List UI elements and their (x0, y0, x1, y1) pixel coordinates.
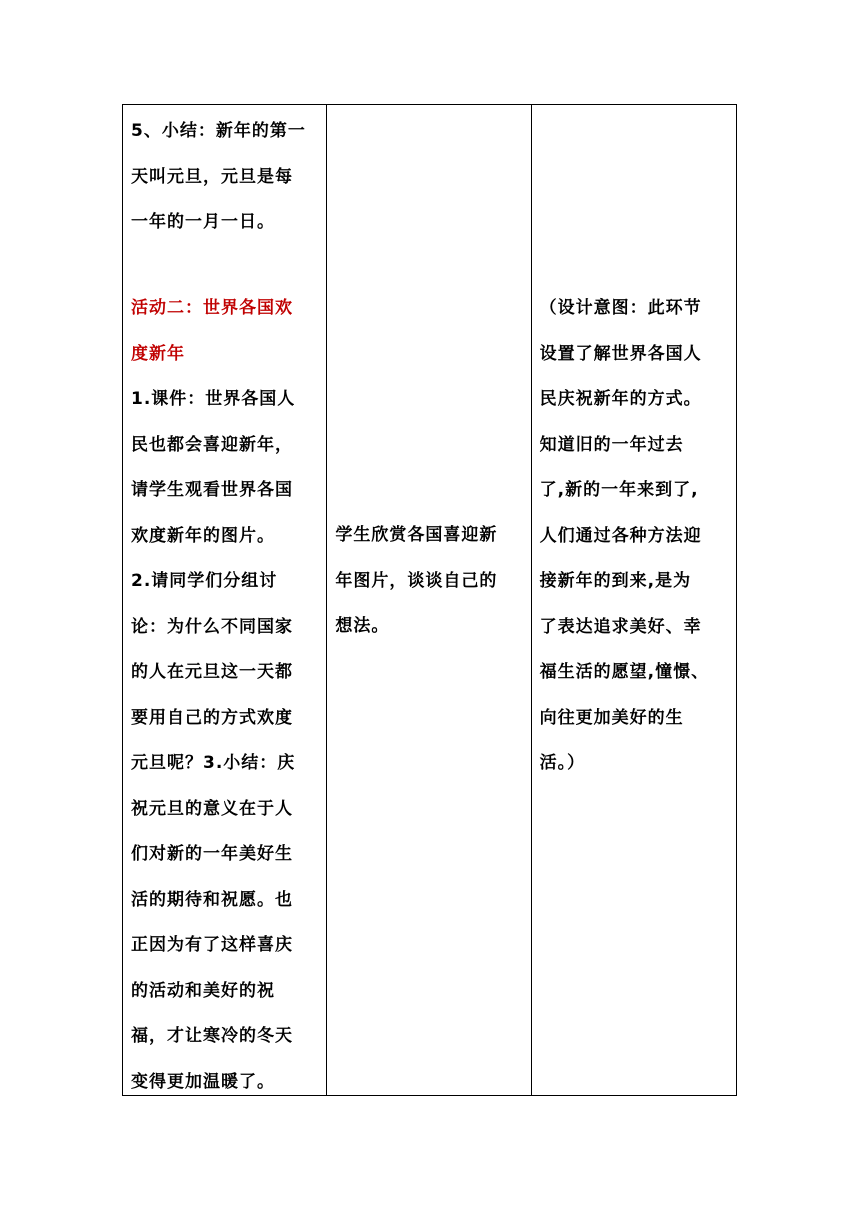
student-activity-text: 学生欣赏各国喜迎新 年图片，谈谈自己的 想法。 (335, 525, 498, 636)
design-intent-cell (532, 105, 736, 1095)
design-intent-text: （设计意图：此环节 设置了解世界各国人 民庆祝新年的方式。 知道旧的一年过去 了,新的一年来到了, 人们通过各种方法迎 接新年的到来,是为 了表达追求美好、幸 福生活的愿望,憧憬、 向往更加美好的生 活。） (539, 298, 710, 773)
student-activity-cell (327, 105, 531, 1095)
teacher-activity-cell (123, 105, 327, 1095)
summary-text: 5、小结：新年的第一 天叫元旦，元旦是每 一年的一月一日。 (131, 121, 306, 232)
lesson-plan-table (122, 104, 737, 1096)
activity-two-title: 活动二：世界各国欢 度新年 (131, 298, 293, 364)
activity-two-body: 1.课件：世界各国人 民也都会喜迎新年， 请学生观看世界各国 欢度新年的图片。 2.请同学们分组讨 论：为什么不同国家 的人在元旦这一天都 要用自己的方式欢度 元旦呢？3.小结：庆 祝元旦的意义在于人 们对新的一年美好生 活的期待和祝愿。也 正因为有了这样喜庆 的活动和美好的祝 福，才让寒冷的冬天 变得更加温暖了。 (131, 389, 296, 1092)
